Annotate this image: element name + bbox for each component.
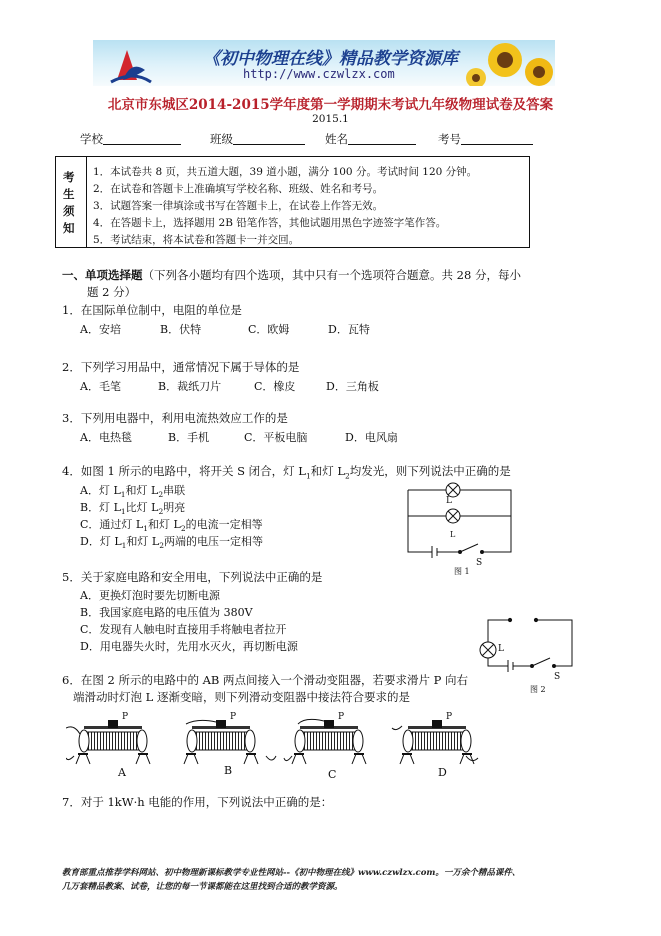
question-5-option-c: C．发现有人触电时直接用手将触电者拉开 xyxy=(80,623,287,636)
notice-item: 3．试题答案一律填涂或书写在答题卡上，在试卷上作答无效。 xyxy=(93,200,384,212)
school-field xyxy=(80,131,181,147)
question-5-option-a: A．更换灯泡时要先切断电源 xyxy=(80,589,220,602)
rheostat-a-slider-label: P xyxy=(122,712,129,722)
footer-line-2: 几万套精品教案、试卷，让您的每一节课都能在这里找到合适的教学资源。 xyxy=(62,882,343,892)
q4-stem-text: 和灯 L xyxy=(310,464,346,478)
banner-title: 《初中物理在线》精品教学资源库 xyxy=(203,49,458,69)
site-logo-icon xyxy=(111,50,151,82)
question-2-option-d: D．三角板 xyxy=(326,380,379,393)
question-4-option-c xyxy=(80,516,263,533)
fig1-caption: 图 1 xyxy=(454,567,470,576)
rheostat-a-icon xyxy=(66,720,150,764)
subscript: 2 xyxy=(158,507,164,517)
subscript: 1 xyxy=(121,541,127,551)
question-5-option-d: D．用电器失火时，先用水灭火，再切断电源 xyxy=(80,640,298,653)
exam-notice-box xyxy=(55,156,530,248)
rheostat-b-icon xyxy=(184,720,276,764)
question-4-option-d xyxy=(80,533,263,550)
opt-text: 两端的电压一定相等 xyxy=(164,535,263,548)
question-6-stem-line1: 6．在图 2 所示的电路中的 AB 两点间接入一个滑动变阻器，若要求滑片 P 向右 xyxy=(62,673,469,687)
opt-text: C．通过灯 L xyxy=(80,518,144,531)
section-desc-cont: 题 2 分） xyxy=(87,285,137,299)
page-title: 北京市东城区2014-2015学年度第一学期期末考试九年级物理试卷及答案 xyxy=(107,97,554,113)
class-label: 班级 xyxy=(210,132,233,146)
name-blank xyxy=(348,132,416,145)
opt-text: 明亮 xyxy=(163,501,186,514)
school-blank xyxy=(103,132,181,145)
fig2-caption: 图 2 xyxy=(530,685,546,694)
notice-label-char: 须 xyxy=(63,204,75,218)
fig1-lamp2-label: L xyxy=(450,530,456,539)
number-label: 考号 xyxy=(438,132,461,146)
rheostat-c-icon xyxy=(284,719,366,764)
question-1-stem: 1．在国际单位制中，电阻的单位是 xyxy=(62,303,242,317)
header-banner xyxy=(93,40,555,86)
q4-stem-text: 均发光，则下列说法中正确的是 xyxy=(349,464,511,478)
figure-2-circuit xyxy=(474,606,584,690)
rheostat-b-slider-label: P xyxy=(230,712,237,722)
rheostat-options-graphic xyxy=(66,712,506,774)
banner-url: http://www.czwlzx.com xyxy=(243,67,395,81)
name-field xyxy=(325,131,416,147)
fig1-lamp-label: L xyxy=(446,496,452,506)
section-title: 一、单项选择题 xyxy=(62,268,143,282)
subscript: 2 xyxy=(158,490,164,500)
student-info-fields xyxy=(80,131,600,147)
question-1-option-a: A．安培 xyxy=(80,323,121,336)
school-label: 学校 xyxy=(80,132,103,146)
opt-text: 和灯 L xyxy=(125,484,159,497)
exam-date: 2015.1 xyxy=(312,113,349,125)
opt-text: 和灯 L xyxy=(126,535,160,548)
subscript: 1 xyxy=(143,524,148,534)
rheostat-option-c: C xyxy=(328,768,337,781)
rheostat-d-icon xyxy=(392,720,478,764)
rheostat-d-slider-label: P xyxy=(446,712,453,722)
notice-label xyxy=(56,157,87,247)
opt-text: B．灯 L xyxy=(80,501,121,514)
subscript: 1 xyxy=(305,471,311,481)
opt-text: 比灯 L xyxy=(125,501,159,514)
notice-label-char: 考 xyxy=(63,170,75,184)
opt-text: 串联 xyxy=(163,484,186,497)
question-5-stem: 5．关于家庭电路和安全用电，下列说法中正确的是 xyxy=(62,570,323,584)
question-2-option-b: B．裁纸刀片 xyxy=(158,380,222,393)
class-field xyxy=(210,131,305,147)
number-blank xyxy=(461,132,533,145)
figure-1-circuit xyxy=(400,476,525,576)
rheostat-c-slider-label: P xyxy=(338,712,345,722)
section-desc: （下列各小题均有四个选项，其中只有一个选项符合题意。共 28 分，每小 xyxy=(142,268,521,282)
question-3-option-b: B．手机 xyxy=(168,431,210,444)
notice-item: 5．考试结束，将本试卷和答题卡一并交回。 xyxy=(93,234,300,246)
opt-text: 和灯 L xyxy=(148,518,181,531)
notice-item: 2．在试卷和答题卡上准确填写学校名称、班级、姓名和考号。 xyxy=(93,183,384,195)
question-4-option-b xyxy=(80,499,185,516)
fig2-lamp-label: L xyxy=(498,644,504,654)
sunflower-icon xyxy=(466,43,553,86)
opt-text: A．灯 L xyxy=(80,484,121,497)
subscript: 1 xyxy=(120,490,126,500)
notice-label-char: 知 xyxy=(63,221,75,235)
rheostat-option-a: A xyxy=(118,766,126,779)
opt-text: 的电流一定相等 xyxy=(185,518,263,531)
question-2-stem: 2．下列学习用品中，通常情况下属于导体的是 xyxy=(62,360,300,374)
name-label: 姓名 xyxy=(325,132,348,146)
subscript: 1 xyxy=(120,507,126,517)
subscript: 2 xyxy=(180,524,186,534)
rheostat-option-d: D xyxy=(438,766,447,779)
rheostat-option-b: B xyxy=(224,764,233,777)
question-7-stem: 7．对于 1kW·h 电能的作用，下列说法中正确的是： xyxy=(62,795,333,809)
question-1-option-d: D．瓦特 xyxy=(328,323,370,336)
question-6-stem-line2: 端滑动时灯泡 L 逐渐变暗，则下列滑动变阻器中接法符合要求的是 xyxy=(73,690,410,704)
notice-item: 1．本试卷共 8 页，共五道大题，39 道小题，满分 100 分。考试时间 120 分钟。 xyxy=(93,166,478,178)
fig1-switch-label: S xyxy=(476,558,483,568)
question-4-option-a xyxy=(80,482,185,499)
question-3-option-d: D．电风扇 xyxy=(345,431,398,444)
question-1-option-c: C．欧姆 xyxy=(248,323,290,336)
section-heading xyxy=(62,267,521,283)
opt-text: D．灯 L xyxy=(80,535,122,548)
question-1-option-b: B．伏特 xyxy=(160,323,202,336)
notice-label-char: 生 xyxy=(63,187,75,201)
subscript: 2 xyxy=(345,471,350,481)
question-3-option-a: A．电热毯 xyxy=(80,431,132,444)
question-2-option-c: C．橡皮 xyxy=(254,380,296,393)
number-field xyxy=(438,131,533,147)
notice-item: 4．在答题卡上，选择题用 2B 铅笔作答，其他试题用黑色字迹签字笔作答。 xyxy=(93,217,447,229)
question-2-option-a: A．毛笔 xyxy=(80,380,121,393)
question-5-option-b: B．我国家庭电路的电压值为 380V xyxy=(80,606,253,619)
footer-line-1: 教育部重点推荐学科网站、初中物理新课标教学专业性网站--《初中物理在线》www.czwlzx.com。一万余个精品课件、 xyxy=(62,868,521,878)
fig2-switch-label: S xyxy=(554,672,561,682)
question-3-stem: 3．下列用电器中，利用电流热效应工作的是 xyxy=(62,411,288,425)
class-blank xyxy=(233,132,305,145)
subscript: 2 xyxy=(159,541,164,551)
q4-stem-text: 4．如图 1 所示的电路中，将开关 S 闭合，灯 L xyxy=(62,464,306,478)
question-3-option-c: C．平板电脑 xyxy=(244,431,308,444)
